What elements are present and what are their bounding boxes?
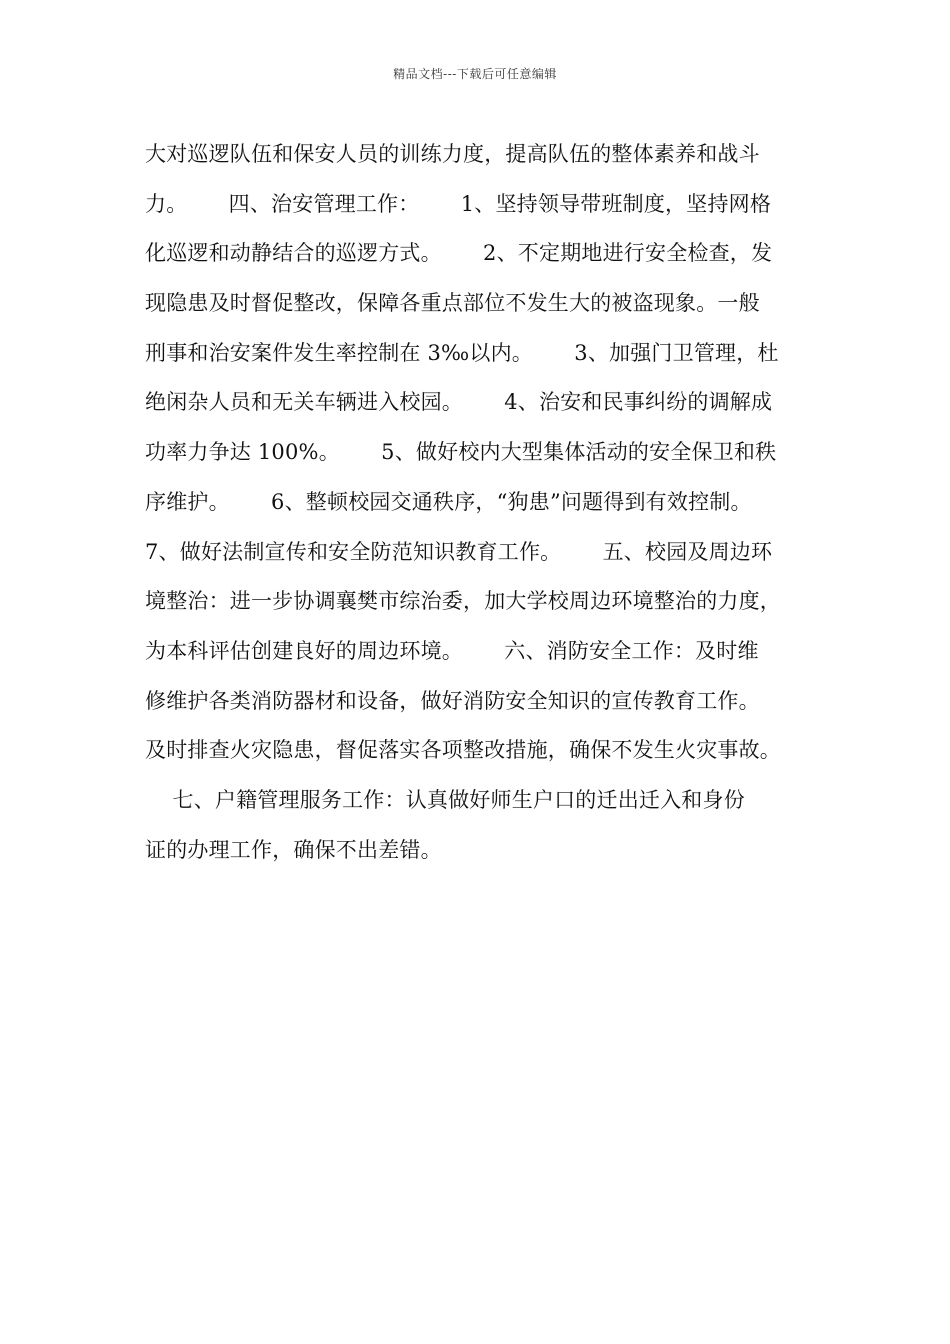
text-line: 功率力争达 100%。 5、做好校内大型集体活动的安全保卫和秩 (145, 440, 777, 465)
page-header: 精品文档---下载后可任意编辑 (393, 67, 557, 81)
text-line: 化巡逻和动静结合的巡逻方式。 2、不定期地进行安全检查，发 (145, 241, 773, 266)
text-line: 绝闲杂人员和无关车辆进入校园。 4、治安和民事纠纷的调解成 (145, 390, 773, 415)
text-line: 七、户籍管理服务工作：认真做好师生户口的迁出迁入和身份 (145, 787, 745, 812)
text-line: 7、做好法制宣传和安全防范知识教育工作。 五、校园及周边环 (145, 539, 773, 564)
text-line: 证的办理工作，确保不出差错。 (145, 837, 442, 862)
text-line: 力。 四、治安管理工作： 1、坚持领导带班制度，坚持网格 (145, 191, 772, 216)
text-line: 及时排查火灾隐患，督促落实各项整改措施，确保不发生火灾事故。 (145, 738, 781, 763)
text-line: 序维护。 6、整顿校园交通秩序，“狗患”问题得到有效控制。 (145, 489, 752, 514)
text-line: 大对巡逻队伍和保安人员的训练力度，提高队伍的整体素养和战斗 (145, 142, 760, 166)
document-body (145, 130, 835, 875)
text-line: 修维护各类消防器材和设备，做好消防安全知识的宣传教育工作。 (145, 688, 760, 713)
text-line: 刑事和治安案件发生率控制在 3‰以内。 3、加强门卫管理，杜 (145, 340, 779, 365)
text-line: 境整治：进一步协调襄樊市综治委，加大学校周边环境整治的力度， (145, 589, 781, 614)
text-line: 现隐患及时督促整改，保障各重点部位不发生大的被盗现象。一般 (145, 291, 760, 316)
text-line: 为本科评估创建良好的周边环境。 六、消防安全工作：及时维 (145, 638, 759, 663)
